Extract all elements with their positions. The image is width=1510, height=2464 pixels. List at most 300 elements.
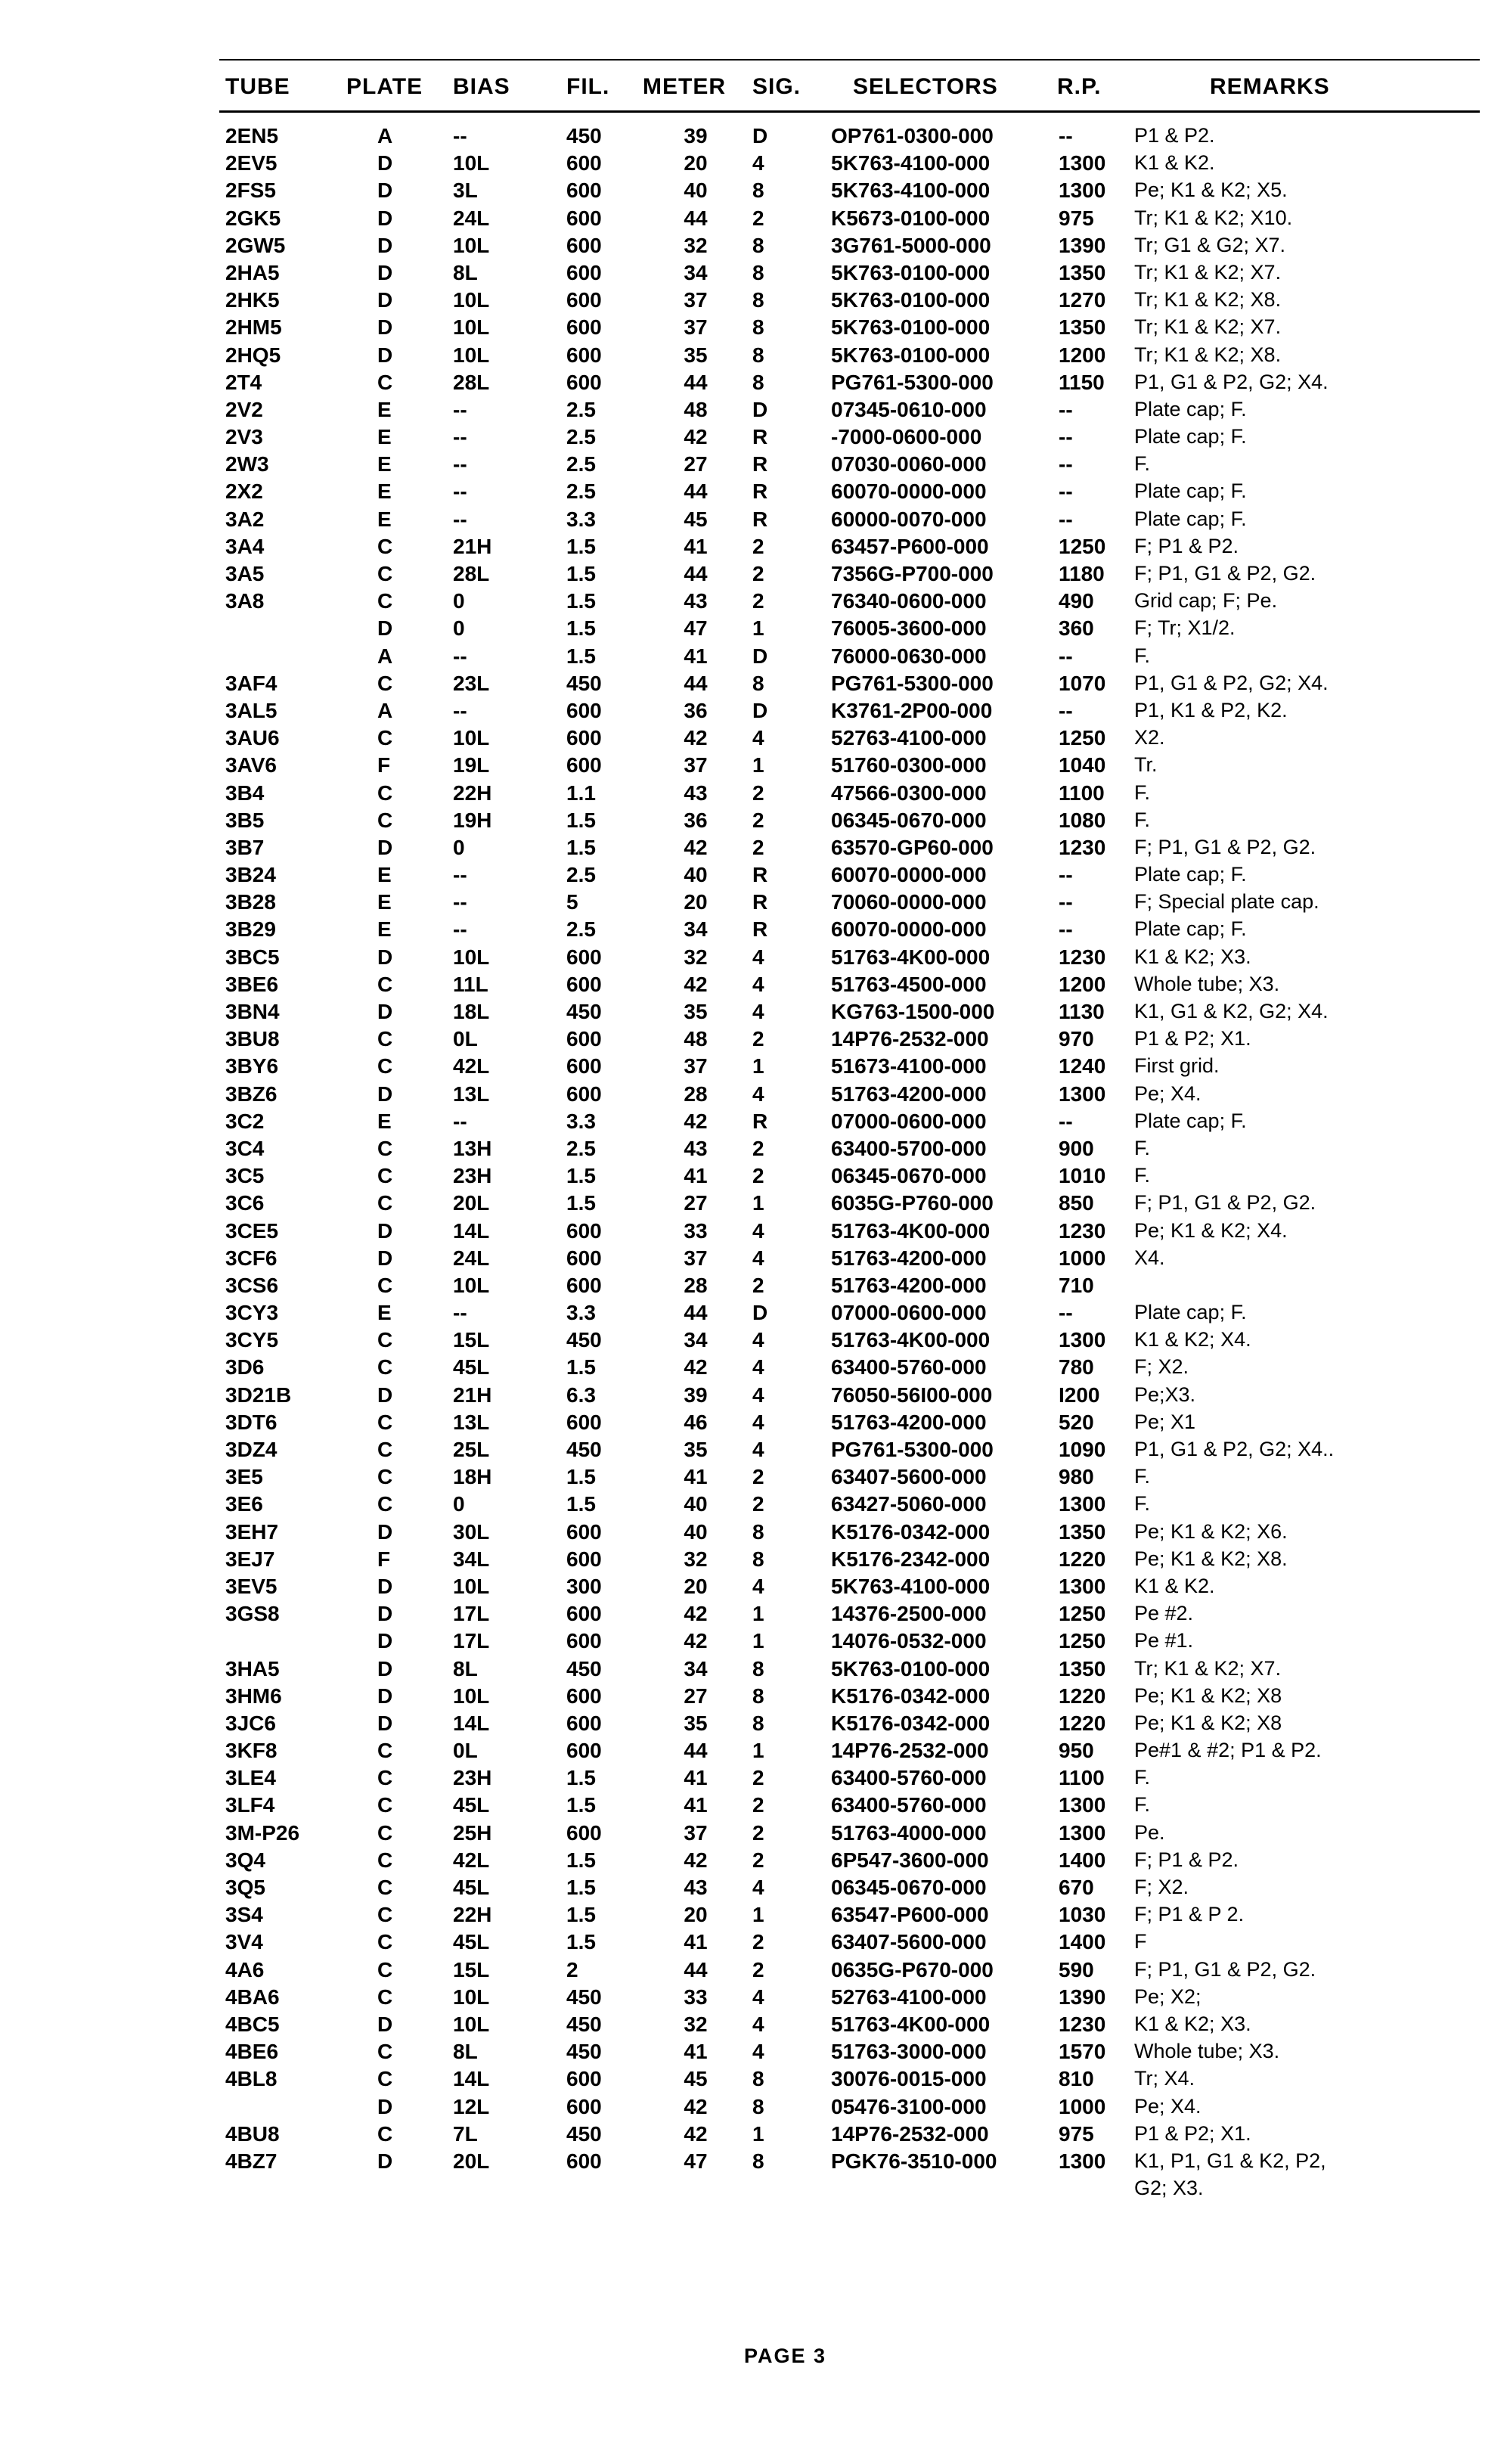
table-row [0,2146,1510,2174]
cell-plate: C [377,1273,393,1297]
cell-bias: 10L [453,233,490,257]
cell-fil: 1.5 [566,1355,596,1379]
cell-fil: 600 [566,1054,602,1078]
cell-fil: 450 [566,1985,602,2009]
cell-selectors: 63427-5060-000 [831,1492,987,1516]
cell-plate: D [377,151,393,175]
cell-plate: D [377,1519,393,1544]
table-row [0,1407,1510,1435]
table-row [0,1626,1510,1653]
cell-plate: C [377,1191,393,1215]
table-row [0,504,1510,532]
cell-fil: 5 [566,890,578,914]
cell-remarks: P1 & P2. [1134,124,1215,147]
cell-remarks: F. [1134,808,1151,831]
cell-meter: 32 [684,233,708,257]
cell-fil: 450 [566,2040,602,2064]
cell-bias: 8L [453,1656,478,1680]
cell-rp: 1200 [1059,343,1106,367]
table-row [0,1161,1510,1188]
cell-sig: 8 [752,1684,764,1708]
cell-remarks: K1, G1 & K2, G2; X4. [1134,1000,1329,1023]
cell-sig: 2 [752,808,764,832]
cell-tube: 3CE5 [225,1218,279,1243]
cell-rp: -- [1059,452,1073,476]
table-row [0,1106,1510,1134]
cell-sig: 1 [752,1739,764,1763]
cell-tube: 4BZ7 [225,2149,278,2173]
header-rp: R.P. [1057,74,1102,99]
cell-fil: 600 [566,1519,602,1544]
cell-plate: E [377,863,392,887]
cell-plate: C [377,1957,393,1981]
cell-tube: 2X2 [225,479,263,504]
table-row [0,1517,1510,1544]
cell-fil: 1.5 [566,1848,596,1872]
cell-tube: 4BU8 [225,2121,280,2146]
cell-meter: 46 [684,1410,708,1434]
cell-fil: 2.5 [566,863,596,887]
cell-remarks: Pe; X4. [1134,1081,1201,1105]
cell-fil: 2.5 [566,917,596,942]
cell-rp: 1350 [1059,1656,1106,1680]
cell-meter: 42 [684,1355,708,1379]
cell-bias: 14L [453,1711,490,1735]
cell-plate: C [377,1136,393,1160]
cell-bias: 8L [453,2040,478,2064]
cell-tube: 3Q5 [225,1876,265,1899]
cell-meter: 44 [684,562,708,585]
table-row [0,750,1510,777]
cell-plate: D [377,1000,393,1023]
cell-meter: 40 [684,1492,708,1516]
cell-sig: 8 [752,315,764,340]
cell-meter: 43 [684,780,708,805]
cell-meter: 43 [684,1876,708,1899]
cell-bias: 25L [453,1438,490,1461]
cell-tube: 4BC5 [225,2012,280,2036]
cell-fil: 600 [566,972,602,996]
cell-remarks: Tr; G1 & G2; X7. [1134,233,1286,256]
header-plate: PLATE [346,74,423,99]
cell-sig: 2 [752,1136,764,1160]
cell-plate: E [377,452,392,476]
cell-plate: E [377,507,392,531]
cell-remarks: F; X2. [1134,1876,1189,1898]
cell-bias: 42L [453,1054,490,1078]
cell-sig: 4 [752,1438,764,1461]
cell-meter: 41 [684,1465,708,1489]
cell-rp: 1130 [1059,1000,1105,1023]
cell-fil: 600 [566,2149,602,2173]
cell-selectors: 63400-5760-000 [831,1766,987,1790]
cell-selectors: 6035G-P760-000 [831,1191,994,1215]
cell-fil: 1.5 [566,1903,596,1927]
cell-sig: 2 [752,1164,764,1188]
cell-meter: 41 [684,1793,708,1817]
cell-selectors: PG761-5300-000 [831,370,994,394]
cell-plate: D [377,1684,393,1708]
cell-meter: 42 [684,1629,708,1653]
cell-rp: 1300 [1059,1820,1106,1845]
cell-rp: 780 [1059,1355,1094,1379]
header-tube: TUBE [225,74,290,99]
cell-remarks: F. [1134,1766,1151,1789]
cell-meter: 35 [684,1000,708,1023]
cell-rp: 1230 [1059,835,1106,859]
cell-bias: -- [453,479,467,504]
cell-selectors: 70060-0000-000 [831,890,987,914]
table-row [0,2064,1510,2091]
cell-bias: 3L [453,178,478,203]
cell-meter: 27 [684,1191,708,1215]
cell-sig: 2 [752,206,764,230]
cell-sig: 4 [752,1876,764,1899]
table-row [0,778,1510,805]
cell-bias: -- [453,1301,467,1325]
cell-tube: 3DT6 [225,1410,278,1434]
cell-meter: 37 [684,288,708,312]
cell-rp: 670 [1059,1876,1094,1899]
cell-sig: 8 [752,1656,764,1680]
cell-selectors: 76050-56I00-000 [831,1383,993,1407]
cell-meter: 42 [684,835,708,859]
cell-selectors: 06345-0670-000 [831,1876,987,1899]
cell-plate: E [377,917,392,942]
cell-meter: 28 [684,1081,708,1106]
cell-tube: 3BZ6 [225,1081,278,1106]
cell-tube: 3BU8 [225,1027,280,1051]
cell-remarks: F; P1 & P 2. [1134,1903,1245,1926]
cell-rp: -- [1059,507,1073,531]
cell-rp: 1250 [1059,1602,1106,1626]
table-row [0,997,1510,1024]
cell-fil: 600 [566,206,602,230]
cell-bias: 13L [453,1081,490,1106]
cell-remarks: P1 & P2; X1. [1134,1027,1251,1050]
cell-fil: 1.5 [566,1465,596,1489]
cell-remarks: Plate cap; F. [1134,507,1247,530]
cell-tube: 2V3 [225,425,263,449]
cell-selectors: 51673-4100-000 [831,1054,987,1078]
cell-rp: 1300 [1059,1081,1106,1106]
cell-tube: 4BL8 [225,2067,278,2091]
cell-meter: 45 [684,2067,708,2091]
cell-sig: R [752,1109,768,1133]
cell-tube: 3KF8 [225,1739,278,1763]
cell-plate: C [377,562,393,585]
cell-sig: 4 [752,1355,764,1379]
table-row [0,669,1510,696]
cell-tube: 2HA5 [225,260,280,284]
cell-bias: 42L [453,1848,490,1872]
cell-selectors: 76005-3600-000 [831,616,987,641]
cell-rp: 975 [1059,206,1094,230]
cell-meter: 42 [684,1848,708,1872]
cell-remarks: Pe#1 & #2; P1 & P2. [1134,1739,1322,1762]
cell-remarks: F; P1 & P2. [1134,1848,1239,1871]
cell-plate: D [377,260,393,284]
cell-selectors: 5K763-4100-000 [831,178,991,203]
cell-tube: 3B7 [225,835,265,859]
cell-plate: C [377,1355,393,1379]
cell-selectors: 60070-0000-000 [831,917,987,942]
cell-plate: D [377,1711,393,1735]
cell-sig: 8 [752,233,764,257]
cell-tube: 2EV5 [225,151,278,175]
cell-plate: C [377,2067,393,2091]
cell-bias: 19L [453,753,490,777]
cell-meter: 42 [684,1602,708,1626]
cell-rp: 1220 [1059,1547,1106,1571]
cell-rp: 1100 [1059,1766,1105,1790]
cell-selectors: -7000-0600-000 [831,425,982,449]
cell-fil: 1.5 [566,644,596,668]
cell-tube: 3LE4 [225,1766,276,1790]
cell-rp: 1300 [1059,1492,1106,1516]
cell-rp: 1150 [1059,370,1105,394]
cell-selectors: 5K763-0100-000 [831,343,991,367]
cell-meter: 41 [684,1766,708,1790]
cell-tube: 3B28 [225,890,276,914]
cell-selectors: 51763-4K00-000 [831,1218,991,1243]
cell-plate: D [377,1629,393,1653]
cell-plate: C [377,1027,393,1051]
cell-sig: R [752,863,768,887]
cell-remarks: Plate cap; F. [1134,425,1247,448]
cell-meter: 20 [684,1574,708,1598]
cell-selectors: 51763-4200-000 [831,1081,987,1106]
cell-bias: -- [453,644,467,668]
cell-tube: 3EV5 [225,1574,278,1598]
cell-selectors: 07000-0600-000 [831,1109,987,1133]
cell-bias: -- [453,452,467,476]
cell-plate: C [377,1739,393,1763]
cell-rp: 1400 [1059,1930,1106,1954]
cell-meter: 48 [684,397,708,421]
cell-sig: 1 [752,753,764,777]
cell-meter: 32 [684,945,708,969]
cell-fil: 600 [566,1684,602,1708]
cell-bias: 10L [453,343,490,367]
cell-plate: E [377,397,392,421]
table-row [0,696,1510,723]
cell-selectors: 0635G-P670-000 [831,1957,994,1981]
cell-rp: -- [1059,1109,1073,1133]
cell-rp: 1300 [1059,2149,1106,2173]
cell-selectors: 6P547-3600-000 [831,1848,989,1872]
cell-sig: 2 [752,1465,764,1489]
cell-sig: 2 [752,835,764,859]
cell-rp: 900 [1059,1136,1094,1160]
cell-bias: 23L [453,671,490,695]
cell-meter: 41 [684,2040,708,2064]
header-bias: BIAS [453,74,510,99]
cell-sig: 2 [752,534,764,558]
table-row [0,231,1510,258]
cell-fil: 1.5 [566,616,596,641]
cell-remarks: Plate cap; F. [1134,397,1247,420]
cell-selectors: 14P76-2532-000 [831,1027,989,1051]
cell-bias: 12L [453,2094,490,2118]
cell-meter: 41 [684,644,708,668]
cell-sig: 8 [752,1519,764,1544]
cell-selectors: 06345-0670-000 [831,808,987,832]
cell-tube: 3DZ4 [225,1438,278,1461]
table-row [0,2092,1510,2119]
cell-selectors: 52763-4100-000 [831,1985,987,2009]
cell-plate: F [377,1547,391,1571]
cell-tube: 3A8 [225,589,265,613]
cell-plate: E [377,1109,392,1133]
cell-meter: 42 [684,425,708,449]
cell-bias: 10L [453,945,490,969]
header-sig: SIG. [752,74,802,99]
cell-meter: 34 [684,1656,708,1680]
cell-plate: A [377,644,393,668]
cell-remarks: F; P1 & P2. [1134,534,1239,557]
cell-rp: 1000 [1059,2094,1106,2118]
cell-bias: 21H [453,1383,492,1407]
cell-fil: 450 [566,2012,602,2036]
cell-remarks: F; Tr; X1/2. [1134,616,1236,640]
cell-plate: E [377,890,392,914]
cell-tube: 3EJ7 [225,1547,275,1571]
cell-sig: 8 [752,671,764,695]
cell-bias: 10L [453,1985,490,2009]
cell-meter: 43 [684,1136,708,1160]
cell-sig: 4 [752,1328,764,1352]
cell-tube: 3JC6 [225,1711,276,1735]
cell-selectors: 05476-3100-000 [831,2094,987,2118]
cell-plate: C [377,726,393,750]
cell-meter: 44 [684,370,708,394]
page-number: PAGE 3 [743,2345,827,2367]
cell-selectors: 63407-5600-000 [831,1930,987,1954]
cell-selectors: 76340-0600-000 [831,589,987,613]
cell-bias: -- [453,397,467,421]
cell-bias: 10L [453,2012,490,2036]
cell-tube: 2HK5 [225,288,280,312]
table-row [0,2174,1510,2201]
cell-remarks: P1, G1 & P2, G2; X4. [1134,671,1329,694]
cell-bias: 22H [453,1903,492,1927]
cell-meter: 42 [684,726,708,750]
cell-rp: 1250 [1059,1629,1106,1653]
cell-sig: 2 [752,1766,764,1790]
cell-tube: 3BE6 [225,972,279,996]
cell-rp: -- [1059,479,1073,504]
table-row [0,1900,1510,1927]
cell-remarks: G2; X3. [1134,2177,1204,2200]
table-row [0,1325,1510,1352]
cell-sig: 4 [752,1000,764,1023]
cell-tube: 3GS8 [225,1602,280,1626]
cell-meter: 47 [684,616,708,641]
cell-selectors: 60070-0000-000 [831,479,987,504]
cell-plate: D [377,835,393,859]
cell-selectors: 51763-4200-000 [831,1410,987,1434]
cell-plate: C [377,2121,393,2146]
table-row [0,559,1510,586]
cell-rp: 1070 [1059,671,1106,695]
cell-selectors: 63400-5760-000 [831,1793,987,1817]
cell-bias: -- [453,917,467,942]
cell-plate: D [377,616,393,641]
cell-tube: 3CF6 [225,1246,278,1270]
cell-rp: 1090 [1059,1438,1106,1461]
cell-rp: 970 [1059,1027,1094,1051]
cell-rp: 1390 [1059,233,1106,257]
cell-bias: 20L [453,2149,490,2173]
table-row [0,1599,1510,1626]
cell-fil: 600 [566,2094,602,2118]
cell-remarks: Plate cap; F. [1134,1301,1247,1324]
table-row [0,1818,1510,1845]
cell-fil: 1.5 [566,835,596,859]
cell-rp: -- [1059,917,1073,942]
cell-fil: 600 [566,343,602,367]
cell-bias: 20L [453,1191,490,1215]
cell-bias: -- [453,124,467,147]
cell-sig: D [752,698,768,722]
cell-remarks: Pe; X1 [1134,1410,1196,1433]
cell-fil: 1.5 [566,1191,596,1215]
cell-remarks: Pe. [1134,1820,1165,1844]
cell-selectors: K3761-2P00-000 [831,698,993,722]
cell-remarks: F; X2. [1134,1355,1189,1379]
cell-remarks: K1 & K2. [1134,1574,1215,1597]
cell-sig: 1 [752,1629,764,1653]
cell-tube: 3BC5 [225,945,280,969]
cell-sig: 8 [752,2094,764,2118]
cell-fil: 600 [566,370,602,394]
cell-plate: D [377,945,393,969]
header-selectors: SELECTORS [853,74,998,99]
cell-sig: 8 [752,370,764,394]
cell-rp: 710 [1059,1273,1094,1297]
cell-fil: 1.5 [566,534,596,558]
table-row [0,312,1510,340]
cell-selectors: 14P76-2532-000 [831,2121,989,2146]
cell-rp: 1240 [1059,1054,1106,1078]
cell-tube: 3B5 [225,808,265,832]
cell-meter: 42 [684,2121,708,2146]
cell-selectors: 51763-4K00-000 [831,945,991,969]
cell-rp: 1200 [1059,972,1106,996]
cell-meter: 34 [684,260,708,284]
table-row [0,1188,1510,1215]
cell-rp: 1220 [1059,1684,1106,1708]
cell-tube: 3C6 [225,1191,265,1215]
cell-plate: C [377,1848,393,1872]
cell-remarks: F; P1, G1 & P2, G2. [1134,1957,1316,1981]
cell-remarks: F; Special plate cap. [1134,890,1319,914]
cell-meter: 48 [684,1027,708,1051]
cell-bias: 19H [453,808,492,832]
table-row [0,1216,1510,1243]
cell-selectors: 63457-P600-000 [831,534,989,558]
table-row [0,1763,1510,1790]
cell-tube: 3AL5 [225,698,278,722]
cell-bias: 23H [453,1164,492,1188]
cell-selectors: 51760-0300-000 [831,753,987,777]
cell-fil: 600 [566,698,602,722]
cell-bias: 34L [453,1547,490,1571]
cell-plate: C [377,1876,393,1899]
cell-fil: 600 [566,753,602,777]
cell-bias: 13H [453,1136,492,1160]
